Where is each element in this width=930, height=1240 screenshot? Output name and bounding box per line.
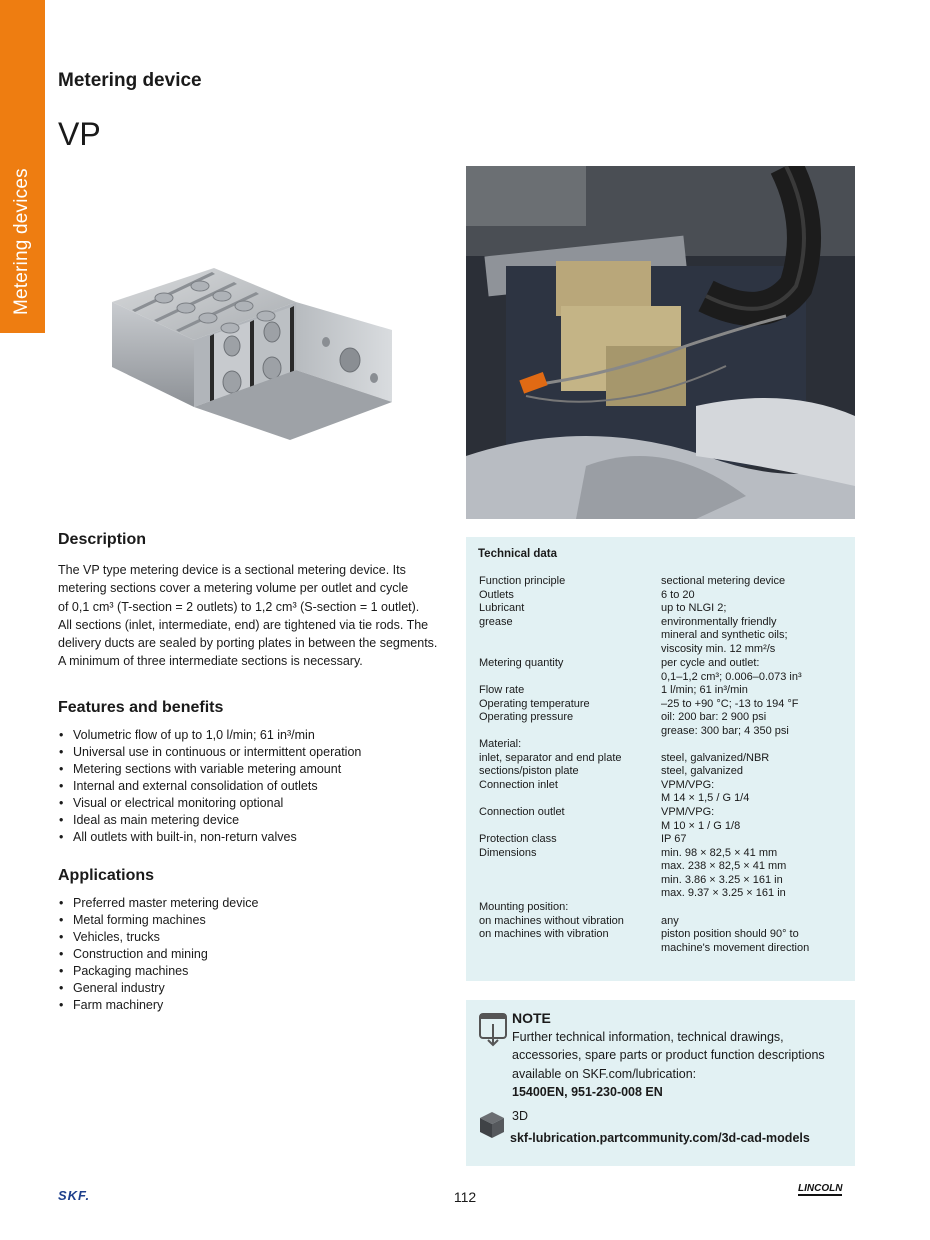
page-subtitle: Metering device [58, 70, 202, 91]
tech-value: sectional metering device 6 to 20 up to NLGI 2; environmentally friendly mineral and synthetic oils; viscosity min. 12 mm²/s [661, 575, 788, 655]
features-heading: Features and benefits [58, 699, 224, 716]
page-number: 112 [453, 1189, 477, 1205]
list-item: • General industry [58, 980, 259, 997]
tech-value: 1 l/min; 61 in³/min –25 to +90 °C; -13 to 194 °F oil: 200 bar: 2 900 psi grease: 300 bar; 4 350 psi [661, 684, 799, 737]
features-list [58, 727, 361, 846]
3d-models-link[interactable]: skf-lubrication.partcommunity.com/3d-cad-models [510, 1131, 810, 1145]
document-download-icon [478, 1012, 508, 1048]
description-line: A minimum of three intermediate sections is necessary. [58, 654, 363, 669]
side-tab-label: Metering devices [11, 168, 32, 315]
list-item: • Metal forming machines [58, 912, 259, 929]
tech-label: Metering quantity [479, 657, 564, 669]
description-line: metering sections cover a metering volume per outlet and cycle [58, 581, 409, 596]
page-title: VP [58, 116, 101, 152]
note-text: Further technical information, technical drawings, accessories, spare parts or product function descriptions available on SKF.com/lubrication: [512, 1030, 825, 1081]
list-item: • Preferred master metering device [58, 895, 259, 912]
note-3d-label: 3D [512, 1109, 528, 1123]
tech-value: any piston position should 90° to machine's movement direction [661, 914, 810, 954]
tech-label: Function principle Outlets Lubricant grease [479, 575, 566, 628]
description-line: All sections (inlet, intermediate, end) are tightened via tie rods. The [58, 617, 429, 632]
tech-label: Mounting position: on machines without vibration on machines with vibration [479, 901, 624, 941]
side-tab [0, 0, 45, 333]
list-item: • Ideal as main metering device [58, 812, 361, 829]
list-item: • Internal and external consolidation of outlets [58, 778, 361, 795]
technical-data-panel [466, 537, 855, 981]
tech-label: Connection outlet [479, 806, 565, 818]
tech-label: Protection class Dimensions [479, 833, 557, 859]
applications-heading: Applications [58, 867, 155, 884]
description-line: The VP type metering device is a sectional metering device. Its [58, 563, 406, 577]
list-item: • Vehicles, trucks [58, 929, 259, 946]
list-item: • Universal use in continuous or intermittent operation [58, 744, 361, 761]
list-item: • Metering sections with variable metering amount [58, 761, 361, 778]
lincoln-logo: LINCOLN [798, 1183, 843, 1194]
list-item: • Construction and mining [58, 946, 259, 963]
3d-cube-icon [478, 1110, 506, 1140]
note-panel [466, 1000, 855, 1166]
tech-value: IP 67 min. 98 × 82,5 × 41 mm max. 238 × 82,5 × 41 mm min. 3.86 × 3.25 × 161 in max. 9.37 × 3.25 × 161 in [661, 833, 787, 900]
applications-list [58, 895, 259, 1014]
list-item: • All outlets with built-in, non-return valves [58, 829, 361, 846]
tech-label: Material: inlet, separator and end plate sections/piston plate Connection inlet [479, 738, 622, 791]
skf-logo: SKF. [58, 1188, 91, 1203]
note-document-codes: 15400EN, 951-230-008 EN [512, 1085, 663, 1099]
description-text [58, 561, 458, 671]
product-image [104, 262, 396, 442]
list-item: • Packaging machines [58, 963, 259, 980]
list-item: • Visual or electrical monitoring optional [58, 795, 361, 812]
tech-value: steel, galvanized/NBR steel, galvanized VPM/VPG: M 14 × 1,5 / G 1/4 [661, 751, 770, 805]
description-line: delivery ducts are sealed by porting plates in between the segments. [58, 636, 438, 651]
tech-value: per cycle and outlet: 0,1–1,2 cm³; 0.006–0.073 in³ [661, 657, 802, 683]
technical-data-title: Technical data [478, 548, 558, 560]
list-item: • Volumetric flow of up to 1,0 l/min; 61 in³/min [58, 727, 361, 744]
description-heading: Description [58, 531, 147, 548]
tech-value: VPM/VPG: M 10 × 1 / G 1/8 [661, 806, 741, 832]
installation-photo [466, 166, 855, 519]
list-item: • Farm machinery [58, 997, 259, 1014]
note-title: NOTE [512, 1010, 551, 1026]
tech-label: Flow rate Operating temperature Operating pressure [479, 684, 590, 724]
description-line: of 0,1 cm³ (T-section = 2 outlets) to 1,2 cm³ (S-section = 1 outlet). [58, 599, 420, 614]
